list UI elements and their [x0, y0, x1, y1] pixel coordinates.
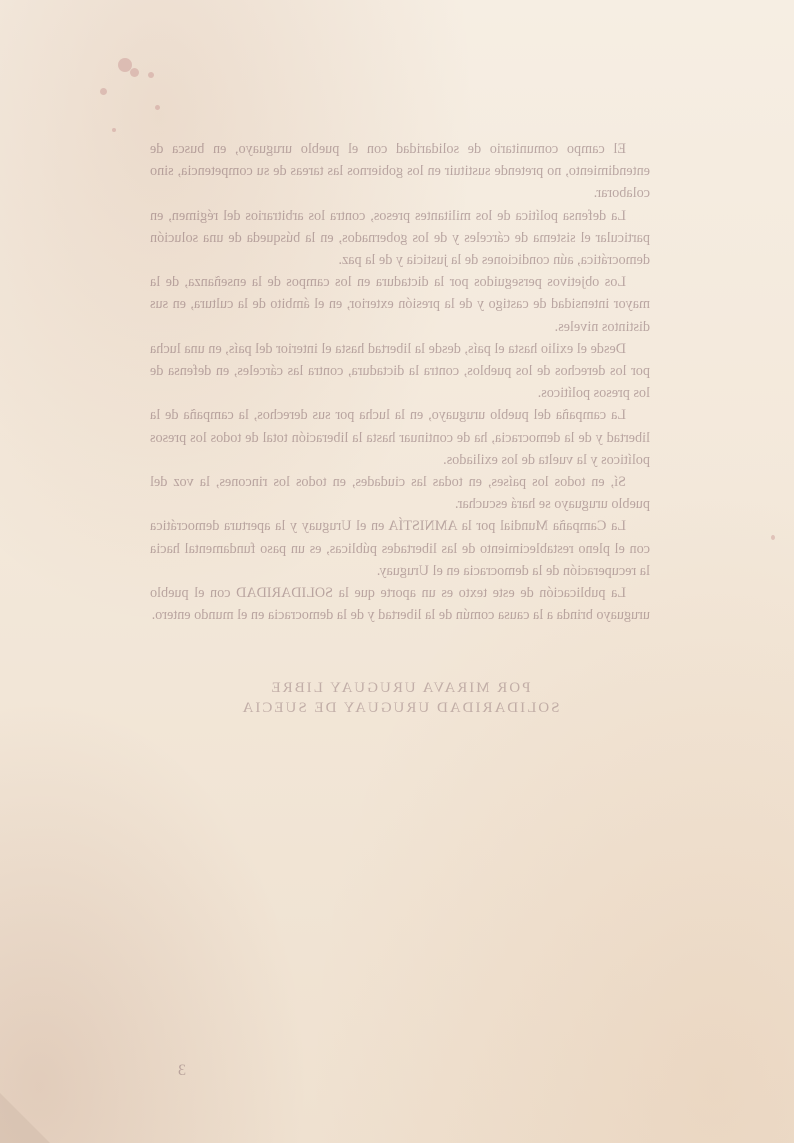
paragraph: El campo comunitario de solidaridad con el pueblo uruguayo, en busca de entendimiento, no pretende sustituir en los gobiernos las tareas de su competencia, sino colaborar.: [150, 141, 650, 202]
paragraph: La defensa política de los militantes presos, contra los arbitrarios del régimen, en particular el sistema de cárceles y de los gobernados, en la búsqueda de una solución democrática, aún condiciones de la justicia y de la paz.: [150, 207, 650, 269]
ink-stain: [112, 128, 116, 132]
ink-stain: [148, 72, 154, 78]
bleed-through-text: [150, 138, 650, 718]
ink-stain: [771, 535, 775, 540]
ink-stain: [130, 68, 139, 77]
paragraph: Desde el exilio hasta el país, desde la libertad hasta el interior del país, en una lucha por los derechos de los pueblos, contra la dictadura, contra las cárceles, en defensa de los presos políticos.: [150, 340, 650, 402]
footer-line: SOLIDARIDAD URUGUAY DE SUECIA: [240, 700, 560, 717]
paragraph: Los objetivos perseguidos por la dictadura en los campos de la enseñanza, de la mayor intensidad de castigo y de la presión exterior, en el ámbito de la cultura, en sus distintos niveles.: [150, 274, 650, 335]
paragraph: La Campaña Mundial por la AMNISTÍA en el Uruguay y la apertura democrática con el pleno restablecimiento de las libertades públicas, es un paso fundamental hacia la recuperación de la democracia en el Uruguay.: [150, 518, 650, 579]
footer-line: POR MIRAVA URUGUAY LIBRE: [269, 680, 531, 697]
ink-stain: [155, 105, 160, 110]
footer-signature: [150, 678, 650, 718]
paragraph: La campaña del pueblo uruguayo, en la lucha por sus derechos, la campaña de la libertad y de la democracia, ha de continuar hasta la liberación total de todos los presos políticos y la vuelta de los exiliados.: [150, 407, 650, 468]
corner-shadow: [0, 1093, 50, 1143]
page-number: 3: [178, 1062, 186, 1079]
paragraph: Sí, en todos los países, en todas las ciudades, en todos los rincones, la voz del pueblo uruguayo se hará escuchar.: [150, 474, 650, 513]
paragraph: La publicación de este texto es un aporte que la SOLIDARIDAD con el pueblo uruguayo brinda a la causa común de la libertad y de la democracia en el mundo entero.: [150, 585, 650, 624]
ink-stain: [100, 88, 107, 95]
